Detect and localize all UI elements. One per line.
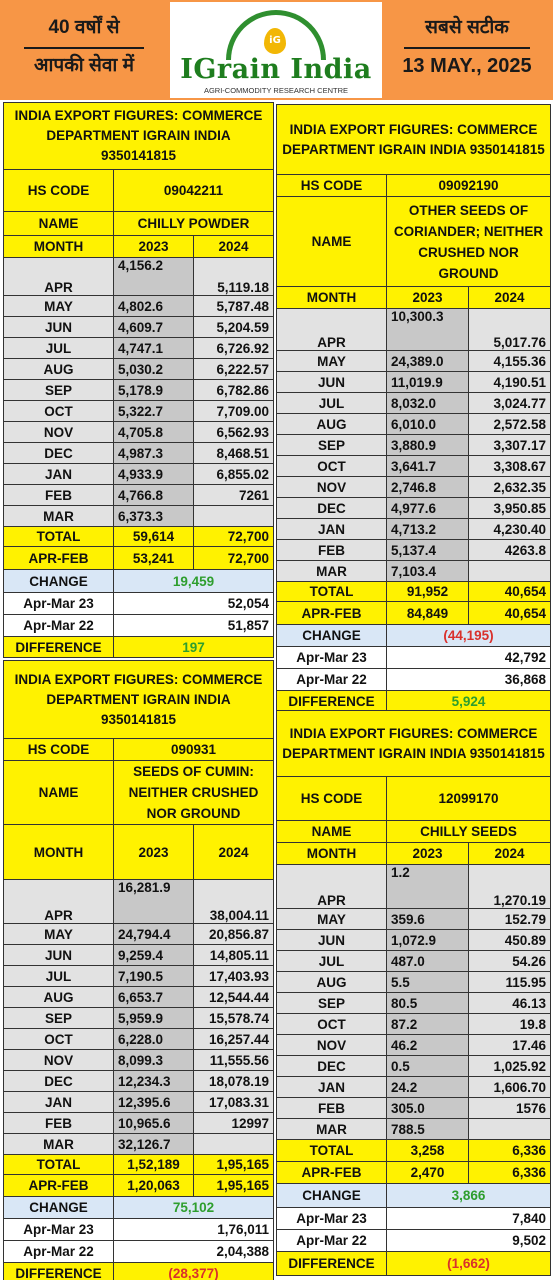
month-row (277, 519, 551, 540)
hs-code-value: 09042211 (114, 170, 274, 212)
month-cell: OCT (277, 1014, 387, 1035)
month-cell: MAR (277, 561, 387, 582)
value-2024-cell: 12997 (194, 1113, 274, 1134)
month-row (277, 561, 551, 582)
month-row (4, 338, 274, 359)
value-2023-cell: 4,987.3 (114, 443, 194, 464)
total-2024: 40,654 (469, 582, 551, 602)
month-row (277, 865, 551, 909)
month-row (277, 351, 551, 372)
month-row (277, 1056, 551, 1077)
value-2023-cell: 6,653.7 (114, 987, 194, 1008)
month-row (277, 477, 551, 498)
igrain-logo (170, 2, 382, 98)
month-label: MONTH (4, 825, 114, 880)
month-row (4, 258, 274, 296)
header-banner (0, 0, 553, 100)
total-2024: 1,95,165 (194, 1155, 274, 1175)
export-table-chilly-powder (3, 102, 274, 658)
value-2024-cell: 54.26 (469, 951, 551, 972)
month-cell: MAR (277, 1119, 387, 1140)
month-row (277, 309, 551, 351)
apr-mar-23-value: 7,840 (387, 1208, 551, 1230)
month-cell: OCT (277, 456, 387, 477)
value-2024-cell: 6,855.02 (194, 464, 274, 485)
value-2023-cell: 7,190.5 (114, 966, 194, 987)
value-2024-cell: 20,856.87 (194, 924, 274, 945)
total-label: TOTAL (277, 1140, 387, 1162)
month-cell: FEB (277, 1098, 387, 1119)
month-row (277, 1014, 551, 1035)
value-2024-cell: 17.46 (469, 1035, 551, 1056)
banner-left-line1: 40 वर्षों से (24, 17, 144, 49)
month-row (4, 380, 274, 401)
export-table-chilly-seeds (276, 710, 551, 1276)
change-label: CHANGE (277, 1184, 387, 1208)
month-cell: JAN (277, 1077, 387, 1098)
month-row (4, 1092, 274, 1113)
month-cell: MAR (4, 1134, 114, 1155)
value-2023-cell: 10,300.3 (387, 309, 469, 351)
month-row (4, 485, 274, 506)
change-value: 19,459 (114, 570, 274, 593)
change-value: 3,866 (387, 1184, 551, 1208)
total-2024: 72,700 (194, 527, 274, 547)
apr-feb-label: APR-FEB (4, 547, 114, 570)
value-2024-cell: 4,190.51 (469, 372, 551, 393)
value-2024-cell: 3,950.85 (469, 498, 551, 519)
apr-mar-23-value: 52,054 (114, 593, 274, 615)
banner-right-box (384, 5, 550, 93)
value-2023-cell: 4,609.7 (114, 317, 194, 338)
hs-code-label: HS CODE (277, 175, 387, 197)
difference-value: 5,924 (387, 691, 551, 713)
value-2023-cell: 788.5 (387, 1119, 469, 1140)
difference-label: DIFFERENCE (4, 1263, 114, 1280)
name-label: NAME (4, 761, 114, 825)
month-cell: APR (277, 309, 387, 351)
month-row (4, 296, 274, 317)
table-header: INDIA EXPORT FIGURES: COMMERCE DEPARTMENT IGRAIN INDIA 9350141815 (4, 103, 274, 170)
value-2023-cell: 5,178.9 (114, 380, 194, 401)
logo-tagline: AGRI-COMMODITY RESEARCH CENTRE (203, 86, 349, 95)
month-row (277, 540, 551, 561)
month-cell: JUL (277, 951, 387, 972)
month-row (4, 880, 274, 924)
difference-label: DIFFERENCE (277, 691, 387, 713)
value-2024-cell: 5,787.48 (194, 296, 274, 317)
month-cell: SEP (4, 1008, 114, 1029)
month-cell: APR (277, 865, 387, 909)
apr-mar-22-value: 36,868 (387, 669, 551, 691)
apr-mar-22-label: Apr-Mar 22 (4, 1241, 114, 1263)
banner-right-line1: सबसे सटीक (404, 17, 530, 49)
value-2023-cell: 6,010.0 (387, 414, 469, 435)
value-2024-cell: 6,562.93 (194, 422, 274, 443)
apr-feb-2024: 72,700 (194, 547, 274, 570)
apr-mar-22-label: Apr-Mar 22 (4, 615, 114, 637)
value-2023-cell: 4,802.6 (114, 296, 194, 317)
value-2024-cell: 1,025.92 (469, 1056, 551, 1077)
value-2023-cell: 11,019.9 (387, 372, 469, 393)
month-row (277, 930, 551, 951)
month-cell: JUL (4, 338, 114, 359)
month-cell: MAY (4, 924, 114, 945)
value-2024-cell: 16,257.44 (194, 1029, 274, 1050)
month-row (4, 945, 274, 966)
value-2023-cell: 4,156.2 (114, 258, 194, 296)
apr-mar-23-label: Apr-Mar 23 (4, 1219, 114, 1241)
month-row (277, 951, 551, 972)
apr-feb-2023: 2,470 (387, 1162, 469, 1184)
hs-code-value: 12099170 (387, 777, 551, 821)
value-2023-cell: 4,977.6 (387, 498, 469, 519)
month-row (277, 414, 551, 435)
value-2024-cell: 7261 (194, 485, 274, 506)
value-2023-cell: 2,746.8 (387, 477, 469, 498)
month-row (4, 359, 274, 380)
month-cell: JUN (277, 930, 387, 951)
year-2024: 2024 (469, 843, 551, 865)
difference-value: 197 (114, 637, 274, 658)
month-cell: AUG (277, 414, 387, 435)
month-row (4, 422, 274, 443)
month-row (4, 1071, 274, 1092)
value-2024-cell: 4,155.36 (469, 351, 551, 372)
apr-mar-23-label: Apr-Mar 23 (277, 647, 387, 669)
value-2023-cell: 0.5 (387, 1056, 469, 1077)
value-2023-cell: 80.5 (387, 993, 469, 1014)
value-2023-cell: 7,103.4 (387, 561, 469, 582)
year-2024: 2024 (194, 825, 274, 880)
value-2024-cell: 6,222.57 (194, 359, 274, 380)
banner-left-box (4, 5, 164, 93)
apr-feb-2024: 40,654 (469, 602, 551, 625)
table-header: INDIA EXPORT FIGURES: COMMERCE DEPARTMENT IGRAIN INDIA 9350141815 (277, 711, 551, 777)
value-2023-cell: 3,880.9 (387, 435, 469, 456)
logo-grain-icon: iG (264, 28, 286, 54)
apr-feb-label: APR-FEB (277, 1162, 387, 1184)
value-2024-cell: 115.95 (469, 972, 551, 993)
month-label: MONTH (277, 287, 387, 309)
value-2024-cell: 3,307.17 (469, 435, 551, 456)
apr-mar-22-value: 9,502 (387, 1230, 551, 1252)
logo-name: IGrain India (180, 54, 372, 85)
value-2024-cell: 4263.8 (469, 540, 551, 561)
apr-feb-2024: 6,336 (469, 1162, 551, 1184)
hs-code-label: HS CODE (277, 777, 387, 821)
apr-mar-23-value: 1,76,011 (114, 1219, 274, 1241)
apr-feb-label: APR-FEB (4, 1175, 114, 1197)
value-2023-cell: 9,259.4 (114, 945, 194, 966)
month-row (277, 972, 551, 993)
month-cell: JUN (277, 372, 387, 393)
month-label: MONTH (4, 236, 114, 258)
month-cell: DEC (277, 1056, 387, 1077)
month-row (4, 1134, 274, 1155)
value-2023-cell: 3,641.7 (387, 456, 469, 477)
month-cell: JAN (4, 1092, 114, 1113)
total-2023: 1,52,189 (114, 1155, 194, 1175)
month-row (4, 317, 274, 338)
month-row (277, 498, 551, 519)
export-table-coriander (276, 104, 551, 713)
month-cell: SEP (4, 380, 114, 401)
value-2024-cell: 5,017.76 (469, 309, 551, 351)
hs-code-value: 090931 (114, 739, 274, 761)
total-label: TOTAL (4, 1155, 114, 1175)
value-2024-cell: 1,270.19 (469, 865, 551, 909)
month-cell: FEB (4, 485, 114, 506)
month-row (277, 372, 551, 393)
value-2024-cell: 12,544.44 (194, 987, 274, 1008)
apr-mar-22-value: 2,04,388 (114, 1241, 274, 1263)
name-label: NAME (4, 212, 114, 236)
value-2023-cell: 87.2 (387, 1014, 469, 1035)
value-2024-cell: 3,024.77 (469, 393, 551, 414)
month-cell: JAN (4, 464, 114, 485)
value-2023-cell: 16,281.9 (114, 880, 194, 924)
month-cell: JAN (277, 519, 387, 540)
value-2024-cell: 8,468.51 (194, 443, 274, 464)
month-row (4, 1113, 274, 1134)
month-cell: JUL (277, 393, 387, 414)
month-row (277, 1098, 551, 1119)
month-row (277, 456, 551, 477)
value-2023-cell: 8,099.3 (114, 1050, 194, 1071)
total-2023: 3,258 (387, 1140, 469, 1162)
value-2024-cell: 7,709.00 (194, 401, 274, 422)
month-cell: AUG (4, 987, 114, 1008)
hs-code-label: HS CODE (4, 739, 114, 761)
value-2023-cell: 5,959.9 (114, 1008, 194, 1029)
change-value: 75,102 (114, 1197, 274, 1219)
month-row (4, 401, 274, 422)
value-2024-cell (194, 506, 274, 527)
value-2024-cell: 15,578.74 (194, 1008, 274, 1029)
banner-left-line2: आपकी सेवा में (34, 55, 134, 76)
value-2023-cell: 6,373.3 (114, 506, 194, 527)
month-row (277, 1035, 551, 1056)
value-2024-cell: 2,572.58 (469, 414, 551, 435)
month-cell: OCT (4, 1029, 114, 1050)
value-2023-cell: 12,234.3 (114, 1071, 194, 1092)
table-header: INDIA EXPORT FIGURES: COMMERCE DEPARTMENT IGRAIN INDIA 9350141815 (277, 105, 551, 175)
month-row (277, 993, 551, 1014)
month-cell: APR (4, 880, 114, 924)
value-2023-cell: 6,228.0 (114, 1029, 194, 1050)
value-2023-cell: 4,713.2 (387, 519, 469, 540)
year-2024: 2024 (194, 236, 274, 258)
month-cell: NOV (4, 422, 114, 443)
value-2023-cell: 1.2 (387, 865, 469, 909)
month-row (4, 987, 274, 1008)
value-2024-cell: 18,078.19 (194, 1071, 274, 1092)
year-2023: 2023 (114, 236, 194, 258)
name-label: NAME (277, 197, 387, 287)
month-cell: NOV (4, 1050, 114, 1071)
value-2023-cell: 4,933.9 (114, 464, 194, 485)
hs-code-value: 09092190 (387, 175, 551, 197)
value-2023-cell: 12,395.6 (114, 1092, 194, 1113)
value-2023-cell: 5,030.2 (114, 359, 194, 380)
month-cell: MAR (4, 506, 114, 527)
month-cell: NOV (277, 477, 387, 498)
apr-feb-2023: 1,20,063 (114, 1175, 194, 1197)
table-header: INDIA EXPORT FIGURES: COMMERCE DEPARTMENT IGRAIN INDIA 9350141815 (4, 661, 274, 739)
apr-feb-2023: 84,849 (387, 602, 469, 625)
value-2023-cell: 5,322.7 (114, 401, 194, 422)
month-row (277, 1119, 551, 1140)
month-row (277, 909, 551, 930)
month-cell: SEP (277, 993, 387, 1014)
month-row (4, 506, 274, 527)
value-2023-cell: 24.2 (387, 1077, 469, 1098)
report-date: 13 MAY., 2025 (402, 55, 532, 77)
apr-mar-23-label: Apr-Mar 23 (4, 593, 114, 615)
total-label: TOTAL (277, 582, 387, 602)
month-row (4, 966, 274, 987)
month-cell: OCT (4, 401, 114, 422)
month-cell: SEP (277, 435, 387, 456)
change-value: (44,195) (387, 625, 551, 647)
total-2023: 91,952 (387, 582, 469, 602)
value-2024-cell: 5,119.18 (194, 258, 274, 296)
value-2023-cell: 46.2 (387, 1035, 469, 1056)
value-2023-cell: 32,126.7 (114, 1134, 194, 1155)
value-2024-cell: 11,555.56 (194, 1050, 274, 1071)
value-2023-cell: 5.5 (387, 972, 469, 993)
difference-value: (28,377) (114, 1263, 274, 1280)
value-2024-cell: 450.89 (469, 930, 551, 951)
apr-feb-2023: 53,241 (114, 547, 194, 570)
month-cell: MAY (4, 296, 114, 317)
value-2024-cell: 46.13 (469, 993, 551, 1014)
commodity-name: OTHER SEEDS OF CORIANDER; NEITHER CRUSHED NOR GROUND (387, 197, 551, 287)
apr-mar-23-value: 42,792 (387, 647, 551, 669)
month-row (4, 1029, 274, 1050)
commodity-name: SEEDS OF CUMIN: NEITHER CRUSHED NOR GROUND (114, 761, 274, 825)
value-2024-cell: 1,606.70 (469, 1077, 551, 1098)
value-2023-cell: 4,766.8 (114, 485, 194, 506)
month-row (4, 464, 274, 485)
month-cell: NOV (277, 1035, 387, 1056)
month-cell: AUG (277, 972, 387, 993)
total-2023: 59,614 (114, 527, 194, 547)
value-2023-cell: 359.6 (387, 909, 469, 930)
year-2023: 2023 (114, 825, 194, 880)
month-cell: FEB (4, 1113, 114, 1134)
value-2024-cell: 17,403.93 (194, 966, 274, 987)
month-cell: DEC (4, 1071, 114, 1092)
month-cell: DEC (4, 443, 114, 464)
value-2023-cell: 5,137.4 (387, 540, 469, 561)
year-2023: 2023 (387, 843, 469, 865)
month-cell: AUG (4, 359, 114, 380)
month-cell: MAY (277, 909, 387, 930)
year-2024: 2024 (469, 287, 551, 309)
value-2023-cell: 10,965.6 (114, 1113, 194, 1134)
month-cell: JUN (4, 945, 114, 966)
value-2023-cell: 1,072.9 (387, 930, 469, 951)
apr-mar-22-label: Apr-Mar 22 (277, 669, 387, 691)
month-row (4, 924, 274, 945)
month-cell: JUN (4, 317, 114, 338)
value-2024-cell: 4,230.40 (469, 519, 551, 540)
name-label: NAME (277, 821, 387, 843)
export-table-cumin (3, 660, 274, 1280)
value-2024-cell: 5,204.59 (194, 317, 274, 338)
value-2024-cell: 38,004.11 (194, 880, 274, 924)
total-label: TOTAL (4, 527, 114, 547)
value-2024-cell: 152.79 (469, 909, 551, 930)
month-cell: MAY (277, 351, 387, 372)
month-cell: FEB (277, 540, 387, 561)
value-2024-cell: 19.8 (469, 1014, 551, 1035)
value-2024-cell: 2,632.35 (469, 477, 551, 498)
value-2024-cell: 6,782.86 (194, 380, 274, 401)
value-2023-cell: 24,389.0 (387, 351, 469, 372)
apr-feb-label: APR-FEB (277, 602, 387, 625)
apr-mar-23-label: Apr-Mar 23 (277, 1208, 387, 1230)
value-2024-cell: 17,083.31 (194, 1092, 274, 1113)
value-2024-cell: 6,726.92 (194, 338, 274, 359)
value-2024-cell: 3,308.67 (469, 456, 551, 477)
change-label: CHANGE (277, 625, 387, 647)
hs-code-label: HS CODE (4, 170, 114, 212)
value-2023-cell: 4,747.1 (114, 338, 194, 359)
apr-feb-2024: 1,95,165 (194, 1175, 274, 1197)
value-2023-cell: 4,705.8 (114, 422, 194, 443)
value-2023-cell: 24,794.4 (114, 924, 194, 945)
month-cell: JUL (4, 966, 114, 987)
commodity-name: CHILLY POWDER (114, 212, 274, 236)
value-2024-cell (194, 1134, 274, 1155)
value-2024-cell: 1576 (469, 1098, 551, 1119)
difference-label: DIFFERENCE (4, 637, 114, 658)
month-row (277, 393, 551, 414)
month-row (4, 443, 274, 464)
difference-value: (1,662) (387, 1252, 551, 1276)
month-cell: APR (4, 258, 114, 296)
month-row (277, 435, 551, 456)
apr-mar-22-value: 51,857 (114, 615, 274, 637)
difference-label: DIFFERENCE (277, 1252, 387, 1276)
value-2024-cell (469, 561, 551, 582)
value-2023-cell: 305.0 (387, 1098, 469, 1119)
commodity-name: CHILLY SEEDS (387, 821, 551, 843)
value-2023-cell: 8,032.0 (387, 393, 469, 414)
change-label: CHANGE (4, 570, 114, 593)
apr-mar-22-label: Apr-Mar 22 (277, 1230, 387, 1252)
change-label: CHANGE (4, 1197, 114, 1219)
month-row (277, 1077, 551, 1098)
value-2023-cell: 487.0 (387, 951, 469, 972)
total-2024: 6,336 (469, 1140, 551, 1162)
month-row (4, 1008, 274, 1029)
year-2023: 2023 (387, 287, 469, 309)
month-label: MONTH (277, 843, 387, 865)
value-2024-cell (469, 1119, 551, 1140)
value-2024-cell: 14,805.11 (194, 945, 274, 966)
month-row (4, 1050, 274, 1071)
month-cell: DEC (277, 498, 387, 519)
